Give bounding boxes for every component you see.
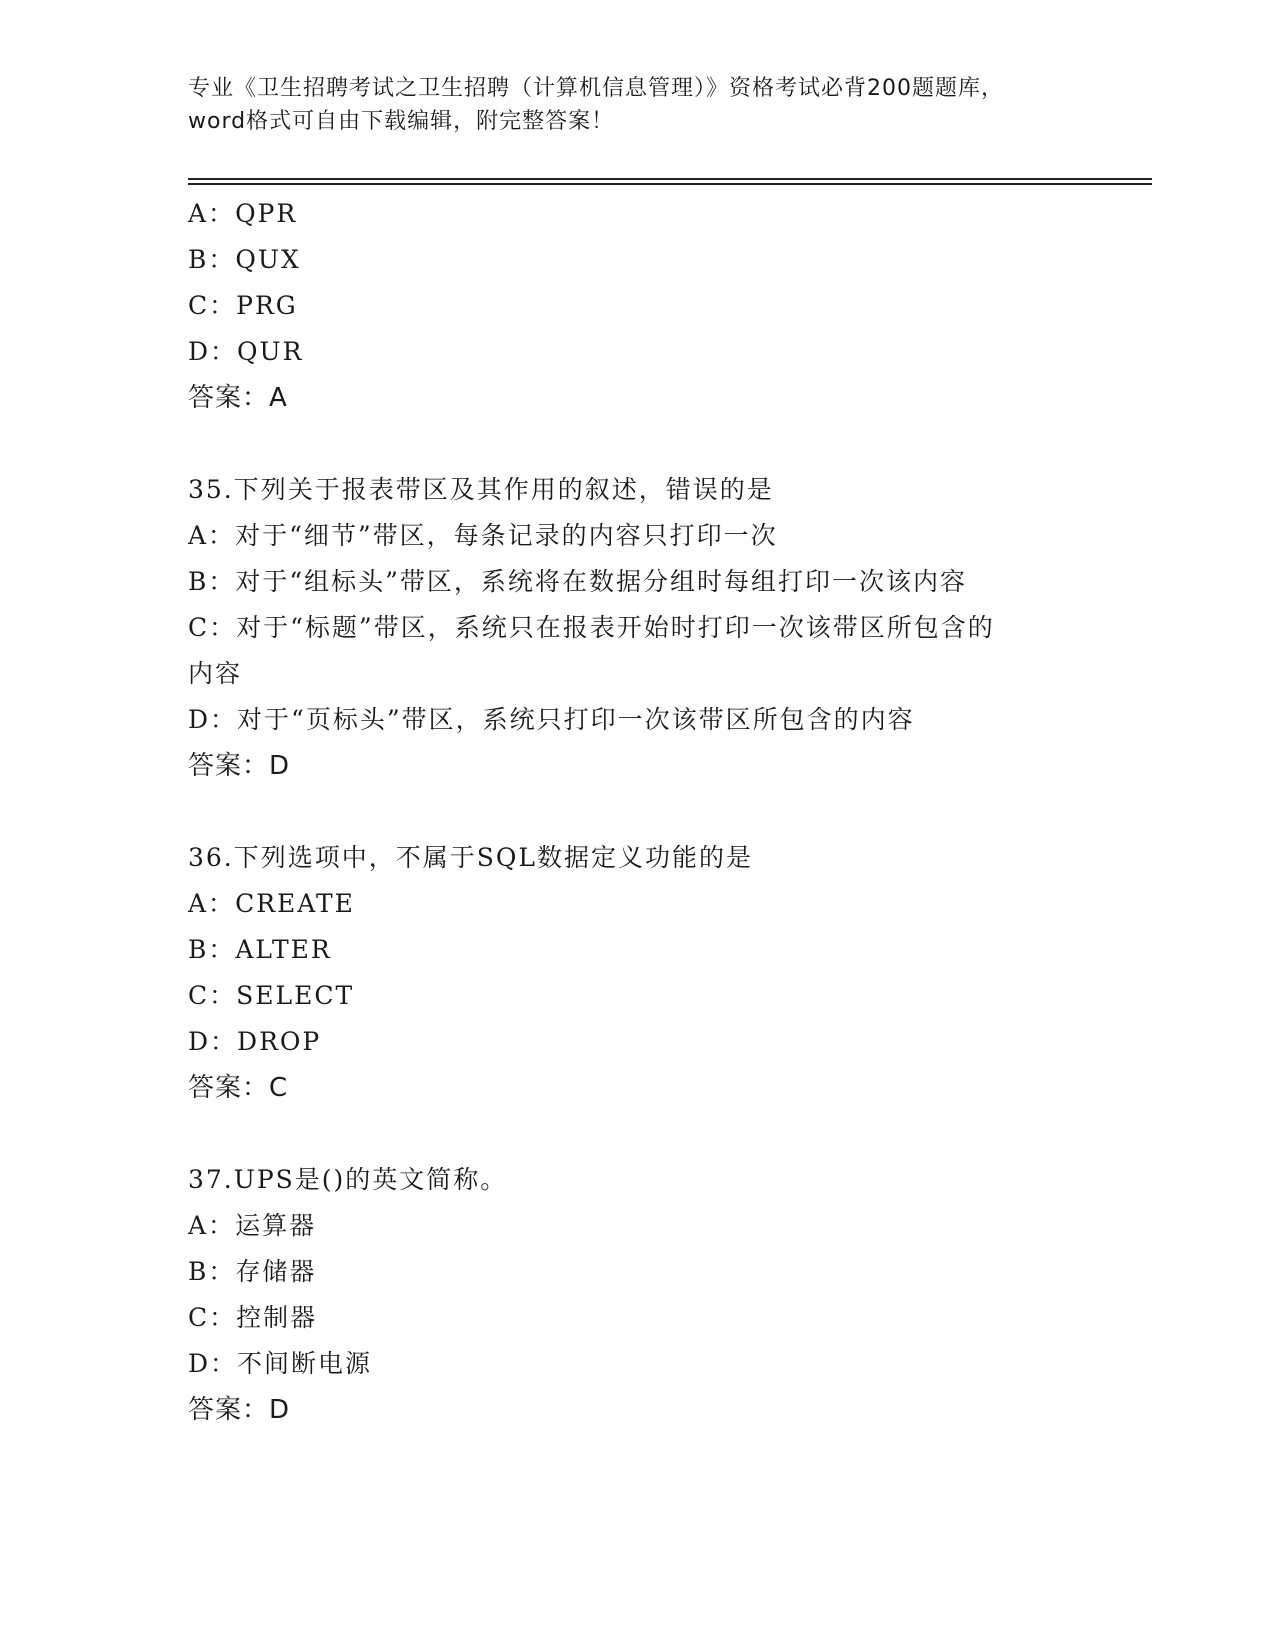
question-block-prev (188, 191, 1088, 421)
question-stem: 36.下列选项中，不属于SQL数据定义功能的是 (188, 843, 753, 872)
answer-line: 答案：D (188, 751, 291, 781)
option-letter: B： (188, 935, 236, 964)
header-divider-top (188, 178, 1152, 180)
option-letter: C： (188, 291, 237, 320)
answer-line: 答案：D (188, 1395, 291, 1425)
option-c (188, 1295, 1088, 1341)
option-text: QPR (235, 199, 298, 228)
option-b (188, 559, 1088, 605)
option-text: DROP (237, 1027, 322, 1056)
header-line-1: 专业《卫生招聘考试之卫生招聘（计算机信息管理）》资格考试必背200题题库， (188, 76, 1004, 101)
option-letter: D： (188, 705, 238, 734)
option-letter: B： (188, 1257, 236, 1286)
option-b (188, 1249, 1088, 1295)
question-stem: 37.UPS是()的英文简称。 (188, 1165, 508, 1194)
question-block-35 (188, 467, 1088, 789)
option-c (188, 605, 1088, 651)
option-text: 存储器 (235, 1257, 317, 1286)
option-d (188, 1341, 1088, 1387)
option-text: CREATE (235, 889, 355, 918)
option-letter: D： (188, 337, 238, 366)
option-text: ALTER (235, 935, 332, 964)
answer-line: 答案：C (188, 1073, 289, 1103)
option-a (188, 513, 1088, 559)
option-text: 对于“组标头”带区，系统将在数据分组时每组打印一次该内容 (235, 567, 967, 596)
option-letter: D： (188, 1349, 238, 1378)
option-d (188, 1019, 1088, 1065)
document-header (188, 72, 1108, 138)
option-c (188, 973, 1088, 1019)
option-text: 对于“细节”带区，每条记录的内容只打印一次 (235, 521, 778, 550)
option-text: 对于“页标头”带区，系统只打印一次该带区所包含的内容 (237, 705, 915, 734)
question-block-36 (188, 835, 1088, 1111)
option-a (188, 1203, 1088, 1249)
option-letter: A： (188, 1211, 236, 1240)
option-letter: C： (188, 1303, 237, 1332)
option-letter: D： (188, 1027, 238, 1056)
option-d (188, 329, 1088, 375)
option-text: SELECT (236, 981, 355, 1010)
option-text: QUX (235, 245, 301, 274)
option-text: 控制器 (236, 1303, 318, 1332)
spacer (188, 1111, 1088, 1157)
option-text: 对于“标题”带区，系统只在报表开始时打印一次该带区所包含的 (236, 613, 995, 642)
option-a (188, 881, 1088, 927)
option-letter: A： (188, 521, 236, 550)
option-text: 不间断电源 (237, 1349, 373, 1378)
option-letter: C： (188, 613, 237, 642)
header-divider-bottom (188, 183, 1152, 185)
option-letter: B： (188, 245, 236, 274)
spacer (188, 421, 1088, 467)
option-c (188, 283, 1088, 329)
option-a (188, 191, 1088, 237)
question-stem: 35.下列关于报表带区及其作用的叙述，错误的是 (188, 475, 774, 504)
option-letter: B： (188, 567, 236, 596)
question-list (188, 191, 1088, 1433)
option-text: 运算器 (235, 1211, 317, 1240)
question-block-37 (188, 1157, 1088, 1433)
option-letter: C： (188, 981, 237, 1010)
option-text: QUR (237, 337, 304, 366)
option-c-continuation: 内容 (188, 659, 243, 688)
option-b (188, 927, 1088, 973)
option-text: PRG (236, 291, 298, 320)
answer-line: 答案：A (188, 383, 288, 413)
header-line-2: word格式可自由下载编辑，附完整答案！ (188, 109, 615, 134)
spacer (188, 789, 1088, 835)
option-letter: A： (188, 889, 236, 918)
option-b (188, 237, 1088, 283)
option-d (188, 697, 1088, 743)
option-letter: A： (188, 199, 236, 228)
